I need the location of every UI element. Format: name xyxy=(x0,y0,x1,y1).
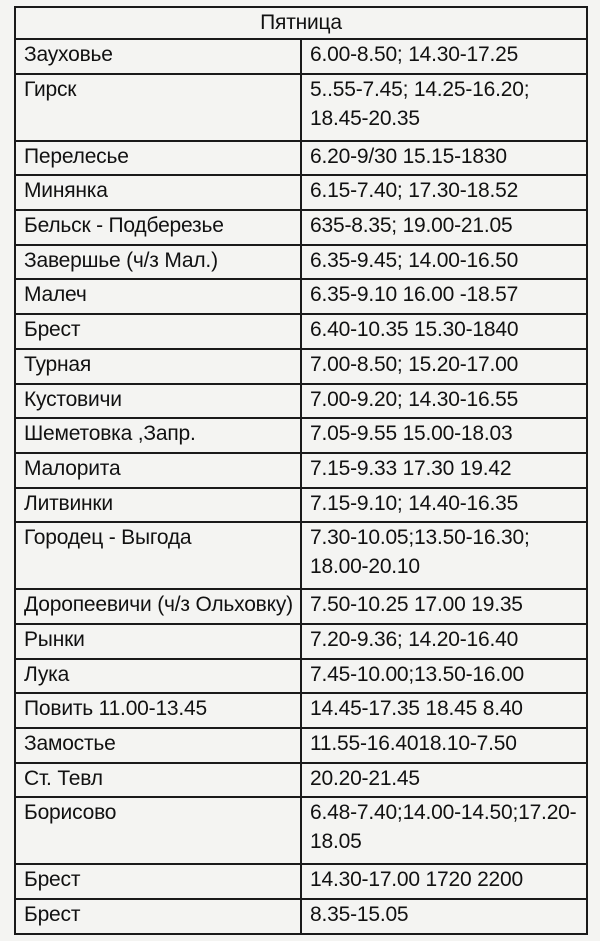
place-cell: Бельск - Подберезье xyxy=(15,210,301,245)
place-cell: Повить 11.00-13.45 xyxy=(15,693,301,728)
table-row xyxy=(15,522,587,589)
table-row xyxy=(15,279,587,314)
times-cell: 14.45-17.35 18.45 8.40 xyxy=(301,693,587,728)
table-row xyxy=(15,693,587,728)
times-cell: 6.40-10.35 15.30-1840 xyxy=(301,314,587,349)
place-cell: Литвинки xyxy=(15,488,301,523)
times-cell: 7.05-9.55 15.00-18.03 xyxy=(301,418,587,453)
table-row xyxy=(15,141,587,176)
table-row xyxy=(15,659,587,694)
table-row xyxy=(15,624,587,659)
table-row xyxy=(15,589,587,624)
place-cell: Кустовичи xyxy=(15,384,301,419)
table-row xyxy=(15,39,587,74)
day-title: Пятница xyxy=(15,7,587,39)
place-cell: Шеметовка ,Запр. xyxy=(15,418,301,453)
times-cell: 6.20-9/30 15.15-1830 xyxy=(301,141,587,176)
place-cell: Гирск xyxy=(15,74,301,141)
place-cell: Брест xyxy=(15,314,301,349)
schedule-table xyxy=(14,6,588,935)
times-cell: 7.45-10.00;13.50-16.00 xyxy=(301,659,587,694)
place-cell: Минянка xyxy=(15,175,301,210)
place-cell: Перелесье xyxy=(15,141,301,176)
times-cell: 7.00-9.20; 14.30-16.55 xyxy=(301,384,587,419)
table-row xyxy=(15,728,587,763)
place-cell: Городец - Выгода xyxy=(15,522,301,589)
times-cell: 6.15-7.40; 17.30-18.52 xyxy=(301,175,587,210)
place-cell: Лука xyxy=(15,659,301,694)
times-cell: 7.00-8.50; 15.20-17.00 xyxy=(301,349,587,384)
place-cell: Борисово xyxy=(15,797,301,864)
times-cell: 11.55-16.4018.10-7.50 xyxy=(301,728,587,763)
table-row xyxy=(15,418,587,453)
header-row xyxy=(15,7,587,39)
table-row xyxy=(15,763,587,798)
table-row xyxy=(15,314,587,349)
times-cell: 7.50-10.25 17.00 19.35 xyxy=(301,589,587,624)
place-cell: Ст. Тевл xyxy=(15,763,301,798)
times-cell: 7.30-10.05;13.50-16.30; 18.00-20.10 xyxy=(301,522,587,589)
table-row xyxy=(15,210,587,245)
place-cell: Малеч xyxy=(15,279,301,314)
times-cell: 14.30-17.00 1720 2200 xyxy=(301,864,587,899)
table-row xyxy=(15,899,587,934)
times-cell: 6.00-8.50; 14.30-17.25 xyxy=(301,39,587,74)
times-cell: 7.15-9.10; 14.40-16.35 xyxy=(301,488,587,523)
table-row xyxy=(15,245,587,280)
table-row xyxy=(15,864,587,899)
place-cell: Замостье xyxy=(15,728,301,763)
times-cell: 20.20-21.45 xyxy=(301,763,587,798)
times-cell: 6.35-9.10 16.00 -18.57 xyxy=(301,279,587,314)
times-cell: 7.15-9.33 17.30 19.42 xyxy=(301,453,587,488)
table-row xyxy=(15,453,587,488)
times-cell: 6.35-9.45; 14.00-16.50 xyxy=(301,245,587,280)
table-row xyxy=(15,74,587,141)
place-cell: Рынки xyxy=(15,624,301,659)
times-cell: 6.48-7.40;14.00-14.50;17.20-18.05 xyxy=(301,797,587,864)
place-cell: Малорита xyxy=(15,453,301,488)
table-row xyxy=(15,797,587,864)
table-row xyxy=(15,175,587,210)
place-cell: Турная xyxy=(15,349,301,384)
times-cell: 7.20-9.36; 14.20-16.40 xyxy=(301,624,587,659)
table-row xyxy=(15,349,587,384)
schedule-sheet xyxy=(14,6,586,935)
place-cell: Зауховье xyxy=(15,39,301,74)
times-cell: 5..55-7.45; 14.25-16.20; 18.45-20.35 xyxy=(301,74,587,141)
table-row xyxy=(15,384,587,419)
table-row xyxy=(15,488,587,523)
times-cell: 8.35-15.05 xyxy=(301,899,587,934)
place-cell: Завершье (ч/з Мал.) xyxy=(15,245,301,280)
place-cell: Брест xyxy=(15,899,301,934)
times-cell: 635-8.35; 19.00-21.05 xyxy=(301,210,587,245)
place-cell: Доропеевичи (ч/з Ольховку) xyxy=(15,589,301,624)
place-cell: Брест xyxy=(15,864,301,899)
